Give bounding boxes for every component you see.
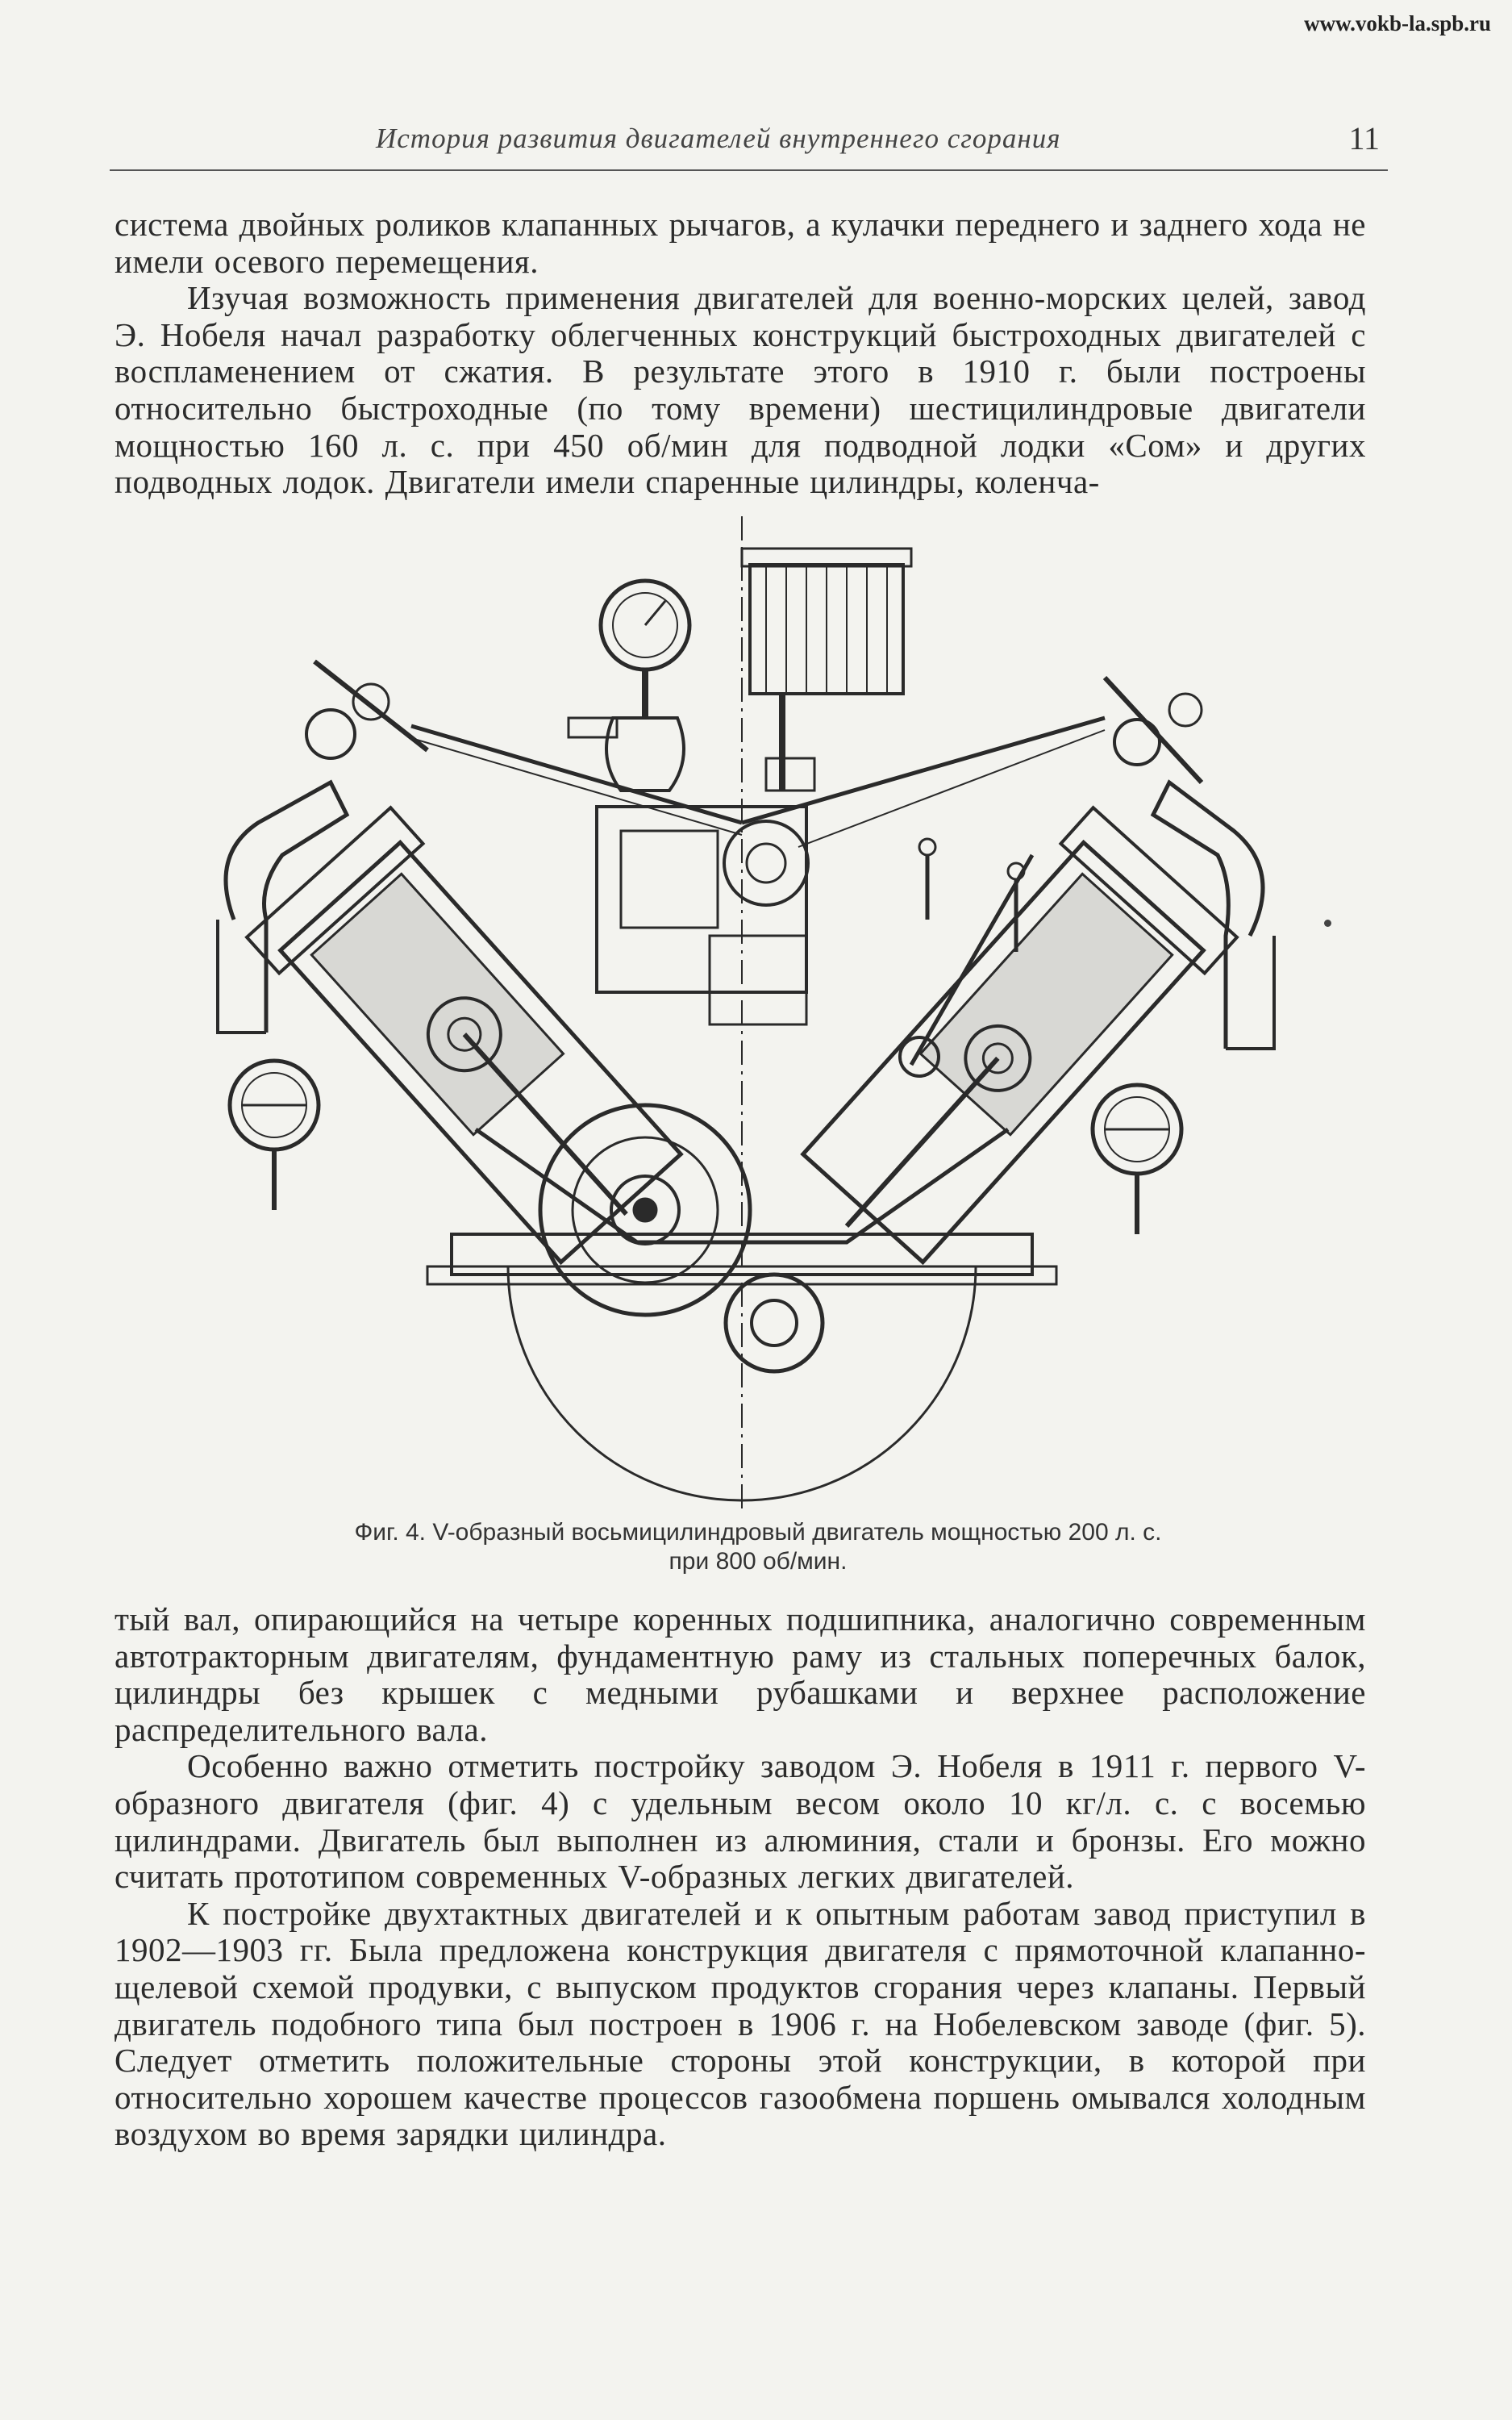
paragraph: тый вал, опирающийся на четыре коренных подшипника, аналогично современным автотракторным двигателям, фундаментную раму из стальных поперечных балок, цилиндры без крышек с медными рубашками и верхнее расположение распределительного вала. <box>115 1600 1366 1748</box>
watermark-url: www.vokb-la.spb.ru <box>1304 11 1491 35</box>
paragraph: Изучая возможность применения двигателей для военно-морских целей, завод Э. Нобеля начал разработку облегченных конструкций быстроходных двигателей с воспламенением от сжатия. В результате этого в 1910 г. были построены относительно быстроходные (по тому времени) шестицилиндровые двигатели мощностью 160 л. с. при 450 об/мин для подводной лодки «Сом» и других подводных лодок. Двигатели имели спаренные цилиндры, коленча- <box>115 279 1366 501</box>
engine-drawing-figure <box>185 516 1331 1508</box>
caption-line-2: при 800 об/мин. <box>669 1548 848 1575</box>
paragraph: К постройке двухтактных двигателей и к опытным работам завод приступил в 1902—1903 гг. Была предложена конструкция двигателя с прямоточной клапанно-щелевой схемой продувки, с выпуском продуктов сгорания через клапаны. Первый двигатель подобного типа был построен в 1906 г. на Нобелевском заводе (фиг. 5). Следует отметить положительные стороны этой конструкции, в которой при относительно хорошем качестве процессов газообмена поршень омывался холодным воздухом во время зарядки цилиндра. <box>115 1894 1366 2153</box>
v8-engine-cross-section-drawing <box>185 516 1331 1508</box>
page-number: 11 <box>1348 120 1380 156</box>
paragraph: Особенно важно отметить постройку заводом Э. Нобеля в 1911 г. первого V-образного двигателя (фиг. 4) с удельным весом около 10 кг/л. с. с восемью цилиндрами. Двигатель был выполнен из алюминия, стали и бронзы. Его можно считать прототипом современных V-образных легких двигателей. <box>115 1747 1366 1896</box>
running-title: История развития двигателей внутреннего сгорания <box>376 123 1061 154</box>
text-block-bottom <box>115 1601 1366 2153</box>
scan-speck <box>1324 920 1331 927</box>
caption-line-1: Фиг. 4. V-образный восьмицилиндровый двигатель мощностью 200 л. с. <box>354 1519 1162 1546</box>
running-header <box>110 121 1388 171</box>
paragraph: система двойных роликов клапанных рычагов, а кулачки переднего и заднего хода не имели осевого перемещения. <box>115 206 1366 280</box>
text-block-top <box>115 207 1366 501</box>
figure-caption <box>266 1518 1250 1576</box>
